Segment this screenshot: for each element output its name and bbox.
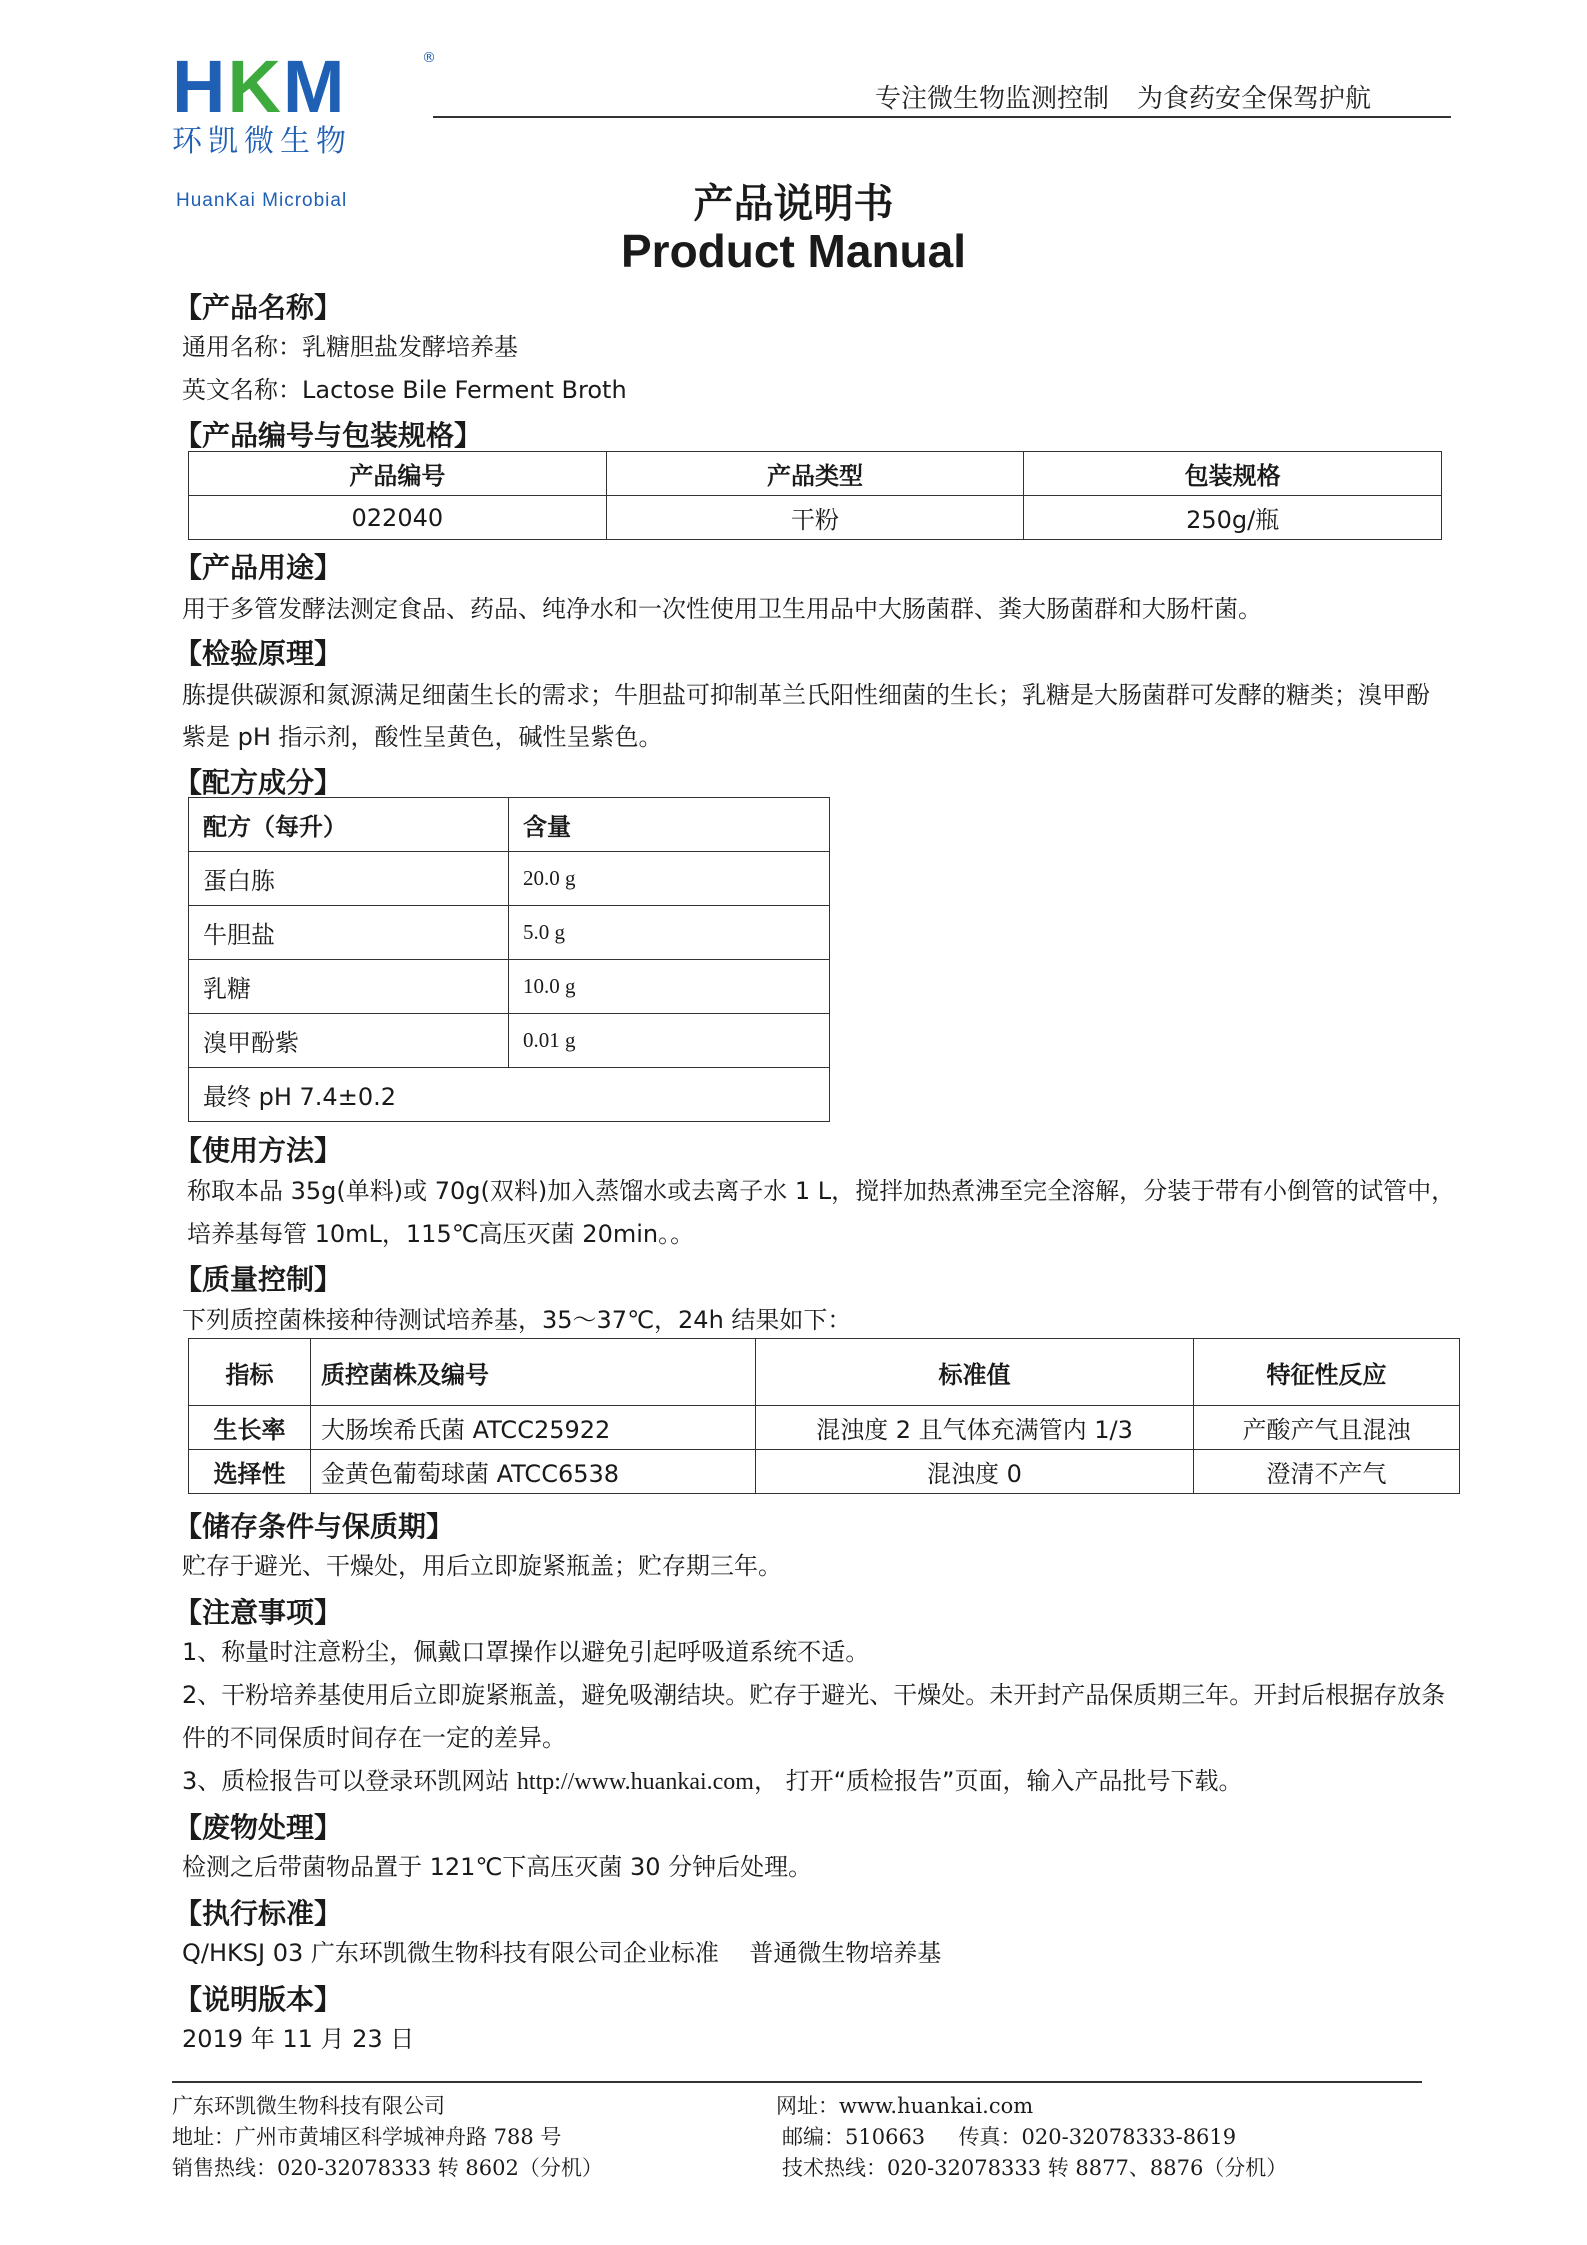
ingredient-name: 蛋白胨	[189, 852, 509, 906]
section-heading-method: 【使用方法】	[174, 1134, 343, 1167]
table-row	[189, 906, 830, 960]
qc-indicator: 生长率	[189, 1406, 311, 1450]
method-line-2: 培养基每管 10mL，115℃高压灭菌 20min。。	[187, 1220, 695, 1248]
qc-strain: 大肠埃希氏菌 ATCC25922	[311, 1406, 756, 1450]
section-heading-usage: 【产品用途】	[174, 551, 343, 584]
ingredient-amount: 10.0 g	[509, 960, 830, 1014]
qc-table	[188, 1338, 1460, 1494]
note-2-line-1: 2、干粉培养基使用后立即旋紧瓶盖，避免吸潮结块。贮存于避光、干燥处。未开封产品保质期三年。开封后根据存放条	[182, 1681, 1446, 1709]
note-2-line-2: 件的不同保质时间存在一定的差异。	[182, 1724, 566, 1752]
table-header-cell: 质控菌株及编号	[311, 1339, 756, 1406]
qc-intro: 下列质控菌株接种待测试培养基，35～37℃，24h 结果如下：	[182, 1306, 852, 1334]
spec-table	[188, 451, 1442, 540]
footer-address: 地址：广州市黄埔区科学城神舟路 788 号	[172, 2125, 562, 2149]
slogan-part-2: 为食药安全保驾护航	[1137, 84, 1372, 114]
title-cn: 产品说明书	[693, 181, 894, 227]
section-heading-storage: 【储存条件与保质期】	[174, 1510, 455, 1543]
section-heading-notes: 【注意事项】	[174, 1596, 343, 1629]
table-header-row	[189, 452, 1442, 496]
table-header-cell: 产品编号	[189, 452, 607, 496]
note-3-suffix: ， 打开“质检报告”页面，输入产品批号下载。	[753, 1767, 1243, 1795]
formula-table	[188, 797, 830, 1122]
ingredient-amount: 5.0 g	[509, 906, 830, 960]
logo-mark: HKM	[172, 45, 347, 128]
qc-standard: 混浊度 0	[756, 1450, 1194, 1494]
table-header-row	[189, 1339, 1460, 1406]
principle-line-1: 胨提供碳源和氮源满足细菌生长的需求；牛胆盐可抑制革兰氏阳性细菌的生长；乳糖是大肠菌群可发酵的糖类；溴甲酚	[182, 681, 1430, 709]
note-3-prefix: 3、质检报告可以登录环凯网站	[182, 1767, 517, 1795]
disposal-text: 检测之后带菌物品置于 121℃下高压灭菌 30 分钟后处理。	[182, 1853, 813, 1881]
note-1: 1、称量时注意粉尘，佩戴口罩操作以避免引起呼吸道系统不适。	[182, 1638, 870, 1666]
ingredient-name: 牛胆盐	[189, 906, 509, 960]
common-name: 通用名称：乳糖胆盐发酵培养基	[182, 333, 518, 361]
table-row	[189, 1450, 1460, 1494]
qc-indicator: 选择性	[189, 1450, 311, 1494]
table-row	[189, 852, 830, 906]
title-en: Product Manual	[620, 225, 967, 277]
ingredient-amount: 20.0 g	[509, 852, 830, 906]
qc-reaction: 产酸产气且混浊	[1194, 1406, 1460, 1450]
section-heading-product-name: 【产品名称】	[174, 291, 343, 324]
usage-text: 用于多管发酵法测定食品、药品、纯净水和一次性使用卫生用品中大肠菌群、粪大肠菌群和大肠杆菌。	[182, 595, 1262, 623]
product-type: 干粉	[606, 496, 1024, 540]
table-header-cell: 产品类型	[606, 452, 1024, 496]
section-heading-qc: 【质量控制】	[174, 1263, 343, 1296]
logo-en-name: HuanKai Microbial	[176, 190, 348, 211]
table-header-cell: 指标	[189, 1339, 311, 1406]
footer-divider	[172, 2081, 1422, 2083]
storage-text: 贮存于避光、干燥处，用后立即旋紧瓶盖；贮存期三年。	[182, 1552, 782, 1580]
principle-line-2: 紫是 pH 指示剂，酸性呈黄色，碱性呈紫色。	[182, 723, 663, 751]
qc-reaction: 澄清不产气	[1194, 1450, 1460, 1494]
section-heading-standard: 【执行标准】	[174, 1897, 343, 1930]
header-divider	[433, 116, 1451, 118]
ingredient-name: 乳糖	[189, 960, 509, 1014]
table-header-cell: 特征性反应	[1194, 1339, 1460, 1406]
header-slogan	[875, 78, 1371, 115]
english-name: 英文名称：Lactose Bile Ferment Broth	[182, 376, 627, 404]
qc-strain: 金黄色葡萄球菌 ATCC6538	[311, 1450, 756, 1494]
section-heading-principle: 【检验原理】	[174, 637, 343, 670]
website-link[interactable]: http://www.huankai.com	[516, 1769, 754, 1795]
footer-tech-hotline: 技术热线：020-32078333 转 8877、8876（分机）	[782, 2156, 1288, 2180]
package-spec: 250g/瓶	[1024, 496, 1442, 540]
footer-website: 网址：www.huankai.com	[776, 2094, 1034, 2118]
product-code: 022040	[189, 496, 607, 540]
standard-text: Q/HKSJ 03 广东环凯微生物科技有限公司企业标准 普通微生物培养基	[182, 1939, 942, 1967]
section-heading-disposal: 【废物处理】	[174, 1811, 343, 1844]
registered-mark: ®	[422, 50, 436, 66]
ingredient-amount: 0.01 g	[509, 1014, 830, 1068]
section-heading-version: 【说明版本】	[174, 1983, 343, 2016]
footer-sales-hotline: 销售热线：020-32078333 转 8602（分机）	[172, 2156, 603, 2180]
section-heading-spec: 【产品编号与包装规格】	[174, 419, 483, 452]
table-row	[189, 960, 830, 1014]
note-3	[182, 1764, 1242, 1799]
table-row	[189, 496, 1442, 540]
final-ph: 最终 pH 7.4±0.2	[189, 1068, 830, 1122]
table-header-row	[189, 798, 830, 852]
version-date: 2019 年 11 月 23 日	[182, 2025, 415, 2053]
table-header-cell: 配方（每升）	[189, 798, 509, 852]
table-row	[189, 1406, 1460, 1450]
ingredient-name: 溴甲酚紫	[189, 1014, 509, 1068]
table-header-cell: 包装规格	[1024, 452, 1442, 496]
table-row	[189, 1014, 830, 1068]
table-row	[189, 1068, 830, 1122]
logo-cn-name: 环凯微生物	[172, 124, 352, 159]
qc-standard: 混浊度 2 且气体充满管内 1/3	[756, 1406, 1194, 1450]
table-header-cell: 含量	[509, 798, 830, 852]
method-line-1: 称取本品 35g(单料)或 70g(双料)加入蒸馏水或去离子水 1 L，搅拌加热煮沸至完全溶解，分装于带有小倒管的试管中，	[187, 1177, 1456, 1205]
table-header-cell: 标准值	[756, 1339, 1194, 1406]
footer-postcode-fax: 邮编：510663 传真：020-32078333-8619	[782, 2125, 1237, 2149]
slogan-part-1: 专注微生物监测控制	[875, 84, 1110, 114]
company-logo	[172, 45, 442, 211]
section-heading-formula: 【配方成分】	[174, 766, 343, 799]
footer-company: 广东环凯微生物科技有限公司	[172, 2094, 445, 2118]
